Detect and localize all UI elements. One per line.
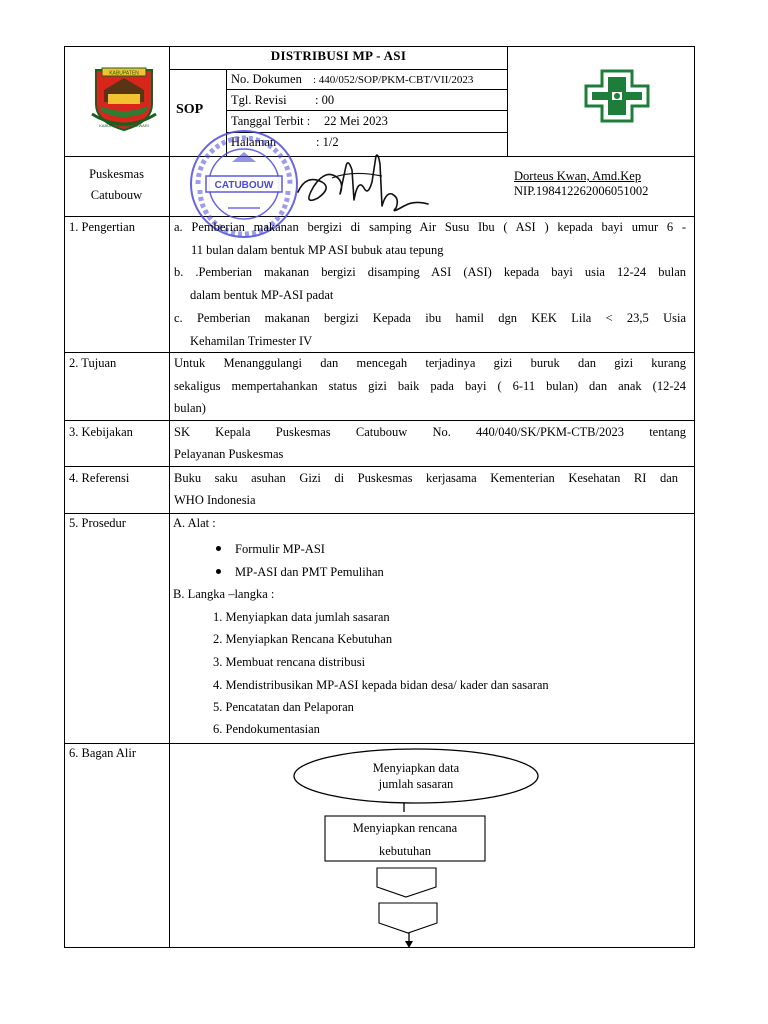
signer-nip: NIP.198412262006051002 xyxy=(514,184,649,198)
meta-row-divider-2 xyxy=(226,110,508,111)
pengertian-c-line2: Kehamilan Trimester IV xyxy=(190,334,313,348)
regency-logo xyxy=(88,64,160,132)
pengertian-b-line2: dalam bentuk MP-ASI padat xyxy=(190,288,334,302)
bullet-dot xyxy=(216,569,221,574)
svg-text:CATUBOUW: CATUBOUW xyxy=(214,180,274,191)
pengertian-c-line1: c. Pemberian makanan bergizi Kepada ibu hamil dgn KEK Lila < 23,5 Usia xyxy=(174,311,686,325)
flowchart-step2-line2: kebutuhan xyxy=(378,844,432,858)
flowchart-step2-line1: Menyiapkan rencana xyxy=(352,821,458,835)
langkah-item: 1. Menyiapkan data jumlah sasaran xyxy=(213,610,390,624)
doc-number-value: : 440/052/SOP/PKM-CBT/VII/2023 xyxy=(313,74,474,86)
svg-text:KABUPATEN MANOKWARI: KABUPATEN MANOKWARI xyxy=(99,123,149,128)
section-label-bagan-alir: 6. Bagan Alir xyxy=(69,746,137,760)
signature xyxy=(292,148,432,220)
table-border-top xyxy=(64,46,695,47)
flowchart-start-terminal xyxy=(294,749,538,803)
pengertian-b-line1: b. .Pemberian makanan bergizi disamping ASI (ASI) kepada bayi usia 12-24 bulan xyxy=(174,265,686,279)
langkah-item: 2. Menyiapkan Rencana Kebutuhan xyxy=(213,632,393,646)
section-label-referensi: 4. Referensi xyxy=(69,471,130,485)
signer-name: Dorteus Kwan, Amd.Kep xyxy=(514,169,642,183)
row-divider-kebijakan xyxy=(64,420,695,421)
alat-item: Formulir MP-ASI xyxy=(235,542,325,556)
section-label-pengertian: 1. Pengertian xyxy=(69,220,135,234)
svg-text:KABUPATEN: KABUPATEN xyxy=(109,70,139,77)
title-row-divider xyxy=(169,69,508,70)
section-label-prosedur: 5. Prosedur xyxy=(69,516,126,530)
referensi-line1: Buku saku asuhan Gizi di Puskesmas kerjasama Kementerian Kesehatan RI dan xyxy=(174,471,678,485)
section-label-kebijakan: 3. Kebijakan xyxy=(69,425,133,439)
pengertian-a-line2: 11 bulan dalam bentuk MP ASI bubuk atau tepung xyxy=(191,243,444,257)
flowchart xyxy=(170,744,694,948)
table-border-right xyxy=(694,46,695,948)
published-label: Tanggal Terbit : xyxy=(231,114,311,128)
row-divider-tujuan xyxy=(64,352,695,353)
doc-number-label: No. Dokumen xyxy=(231,72,302,86)
langkah-title: B. Langka –langka : xyxy=(173,587,275,601)
kebijakan-line1: SK Kepala Puskesmas Catubouw No. 440/040/SK/PKM-CTB/2023 tentang xyxy=(174,425,686,439)
org-name-line2: Catubouw xyxy=(90,188,143,202)
flowchart-offpage-connector-1 xyxy=(377,868,436,897)
tujuan-line1: Untuk Menanggulangi dan mencegah terjadinya gizi buruk dan gizi kurang xyxy=(174,356,686,370)
row-divider-prosedur xyxy=(64,513,695,514)
langkah-item: 4. Mendistribusikan MP-ASI kepada bidan desa/ kader dan sasaran xyxy=(213,678,549,692)
flowchart-step1-line2: jumlah sasaran xyxy=(378,777,454,791)
pengertian-a-line1: a. Pemberian makanan bergizi di samping Air Susu Ibu ( ASI ) kepada bayi umur 6 - xyxy=(174,220,686,234)
alat-item: MP-ASI dan PMT Pemulihan xyxy=(235,565,384,579)
flowchart-arrow-head xyxy=(405,941,413,948)
tujuan-line3: bulan) xyxy=(174,401,206,415)
meta-row-divider-1 xyxy=(226,89,508,90)
section-label-tujuan: 2. Tujuan xyxy=(69,356,117,370)
tujuan-line2: sekaligus mempertahankan status gizi baik pada bayi ( 6-11 bulan) dan anak (12-24 xyxy=(174,379,686,393)
bullet-dot xyxy=(216,546,221,551)
flowchart-offpage-connector-2 xyxy=(379,903,437,933)
langkah-item: 6. Pendokumentasian xyxy=(213,722,320,736)
referensi-line2: WHO Indonesia xyxy=(174,493,256,507)
org-name-line1: Puskesmas xyxy=(89,167,144,181)
document-title: DISTRIBUSI MP - ASI xyxy=(270,48,407,63)
published-value: 22 Mei 2023 xyxy=(324,114,388,128)
sop-label: SOP xyxy=(176,102,204,117)
kebijakan-line2: Pelayanan Puskesmas xyxy=(174,447,284,461)
flowchart-step1-line1: Menyiapkan data xyxy=(372,761,460,775)
langkah-item: 5. Pencatatan dan Pelaporan xyxy=(213,700,354,714)
langkah-item: 3. Membuat rencana distribusi xyxy=(213,655,366,669)
alat-title: A. Alat : xyxy=(173,516,216,530)
revision-label: Tgl. Revisi xyxy=(231,93,287,107)
page-label: Halaman xyxy=(231,135,277,149)
row-divider-referensi xyxy=(64,466,695,467)
page-value: : 1/2 xyxy=(316,135,339,149)
puskesmas-logo xyxy=(582,67,652,125)
revision-value: : 00 xyxy=(315,93,335,107)
